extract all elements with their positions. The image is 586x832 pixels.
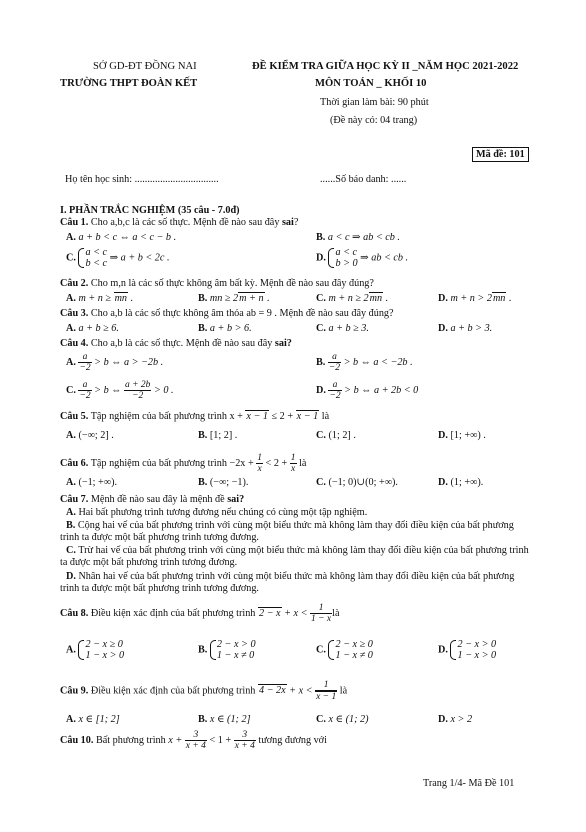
q5-option-b: B. [1; 2] . xyxy=(198,430,238,441)
q9-option-a: A. x ∈ [1; 2] xyxy=(66,714,120,725)
q6-option-c: C. (−1; 0)∪(0; +∞). xyxy=(316,477,398,488)
question-4-stem: Câu 4. Cho a,b là các số thực. Mệnh đề nào sau đây sai? xyxy=(60,338,292,349)
q4-option-c: C. $\frac{a}{-2}$ > b ⇔ $\frac{a + 2b}{-2}$ > 0 . xyxy=(66,380,174,401)
q3-option-b: B. a + b > 6. xyxy=(198,323,252,334)
q3-option-c: C. a + b ≥ 3. xyxy=(316,323,369,334)
q7-option-c: C. Trừ hai vế của bất phương trình với cùng một biểu thức mà không làm thay đổi điều kiện của bất phương trình ta được một bất phương trình tương đương. xyxy=(60,545,529,568)
exam-duration: Thời gian làm bài: 90 phút xyxy=(320,97,429,108)
question-1-stem: Câu 1. Cho a,b,c là các số thực. Mệnh đề nào sau đây sai? xyxy=(60,217,299,228)
exam-title: ĐỀ KIỂM TRA GIỮA HỌC KỲ II _NĂM HỌC 2021-2022 xyxy=(252,61,519,72)
exam-code-box: Mã đề: 101 xyxy=(472,147,529,162)
q1-option-a: A. a + b < c ⇔ a < c − b . xyxy=(66,232,177,243)
question-8-stem: Câu 8. Điều kiện xác định của bất phương trình 2 − x + x < $\frac{1}{1 - x}$ là xyxy=(60,603,340,624)
q4-option-a: A. $\frac{a}{-2}$ > b ⇔ a > −2b . xyxy=(66,352,164,373)
q1-option-b: B. a < c ⇒ ab < cb . xyxy=(316,232,400,243)
q5-option-a: A. (−∞; 2] . xyxy=(66,430,114,441)
question-7-stem: Câu 7. Mệnh đề nào sau đây là mệnh đề sai? xyxy=(60,494,245,505)
q5-option-c: C. (1; 2] . xyxy=(316,430,356,441)
q1-option-d: D. a < c b > 0 ⇒ ab < cb . xyxy=(316,247,409,269)
school-name: TRƯỜNG THPT ĐOÀN KẾT xyxy=(60,78,198,89)
q2-option-c: C. m + n ≥ 2mn . xyxy=(316,293,389,304)
department-name: SỞ GD-ĐT ĐỒNG NAI xyxy=(93,61,197,72)
q4-option-d: D. $\frac{a}{-2}$ > b ⇔ a + 2b < 0 xyxy=(316,380,419,401)
q3-option-d: D. a + b > 3. xyxy=(438,323,493,334)
q2-option-b: B. mn ≥ 2m + n . xyxy=(198,293,270,304)
section-title: I. PHẦN TRẮC NGHIỆM xyxy=(60,205,176,216)
q6-option-a: A. (−1; +∞). xyxy=(66,477,118,488)
q8-option-a: A. 2 − x ≥ 0 1 − x > 0 xyxy=(66,639,125,661)
question-6-stem: Câu 6. Tập nghiệm của bất phương trình −2x + $\frac{1}{x}$ < 2 + $\frac{1}{x}$ là xyxy=(60,453,307,474)
question-5-stem: Câu 5. Tập nghiệm của bất phương trình x + x − 1 ≤ 2 + x − 1 là xyxy=(60,411,330,422)
q6-option-d: D. (1; +∞). xyxy=(438,477,484,488)
page-footer: Trang 1/4- Mã Đề 101 xyxy=(423,778,515,789)
q6-option-b: B. (−∞; −1). xyxy=(198,477,249,488)
q4-option-b: B. $\frac{a}{-2}$ > b ⇔ a < −2b . xyxy=(316,352,413,373)
page-count-note: (Đề này có: 04 trang) xyxy=(330,115,418,126)
question-text: Cho a,b,c là các số thực. Mệnh đề nào sau đây xyxy=(90,217,280,228)
q7-option-b: B. Cộng hai vế của bất phương trình với cùng một biểu thức mà không làm thay đổi điều kiện của bất phương trình ta được một bất phương trình tương đương. xyxy=(60,520,514,543)
student-id-field: ......Số báo danh: ...... xyxy=(320,174,407,185)
q8-option-d: D. 2 − x > 0 1 − x > 0 xyxy=(438,639,497,661)
q9-option-c: C. x ∈ (1; 2) xyxy=(316,714,369,725)
q8-option-b: B. 2 − x > 0 1 − x ≠ 0 xyxy=(198,639,256,661)
q1-option-c: C. a < c b < c ⇒ a + b < 2c . xyxy=(66,247,170,269)
question-3-stem: Câu 3. Cho a,b là các số thực không âm thỏa ab = 9 . Mệnh đề nào sau đây đúng? xyxy=(60,308,394,319)
question-9-stem: Câu 9. Điều kiện xác định của bất phương trình 4 − 2x + x < $\frac{1}{x - 1}$ là xyxy=(60,680,348,702)
q9-option-d: D. x > 2 xyxy=(438,714,473,725)
q9-option-b: B. x ∈ (1; 2] xyxy=(198,714,251,725)
question-label: Câu 1. xyxy=(60,217,89,228)
q2-option-a: A. m + n ≥ mn . xyxy=(66,293,134,304)
question-10-stem: Câu 10. Bất phương trình x + $\frac{3}{x + 4}$ < 1 + $\frac{3}{x + 4}$ tương đương với xyxy=(60,730,327,751)
q3-option-a: A. a + b ≥ 6. xyxy=(66,323,119,334)
section-heading xyxy=(60,205,240,216)
question-2-stem: Câu 2. Cho m,n là các số thực không âm bất kỳ. Mệnh đề nào sau đây đúng? xyxy=(60,278,374,289)
q7-option-d: D. Nhân hai vế của bất phương trình với cùng một biểu thức mà không làm thay đổi điều kiện của bất phương trình ta được một bất phương trình tương đương. xyxy=(60,571,515,594)
q5-option-d: D. [1; +∞) . xyxy=(438,430,486,441)
q8-option-c: C. 2 − x ≥ 0 1 − x ≠ 0 xyxy=(316,639,373,661)
subject-title: MÔN TOÁN _ KHỐI 10 xyxy=(315,78,427,89)
q7-option-a: A. Hai bất phương trình tương đương nếu chúng có cùng một tập nghiệm. xyxy=(66,507,368,518)
student-name-field: Họ tên học sinh: ................................. xyxy=(65,174,219,185)
question-emphasis: sai xyxy=(281,217,294,228)
q2-option-d: D. m + n > 2mn . xyxy=(438,293,512,304)
section-note: (35 câu - 7.0đ) xyxy=(177,205,240,216)
